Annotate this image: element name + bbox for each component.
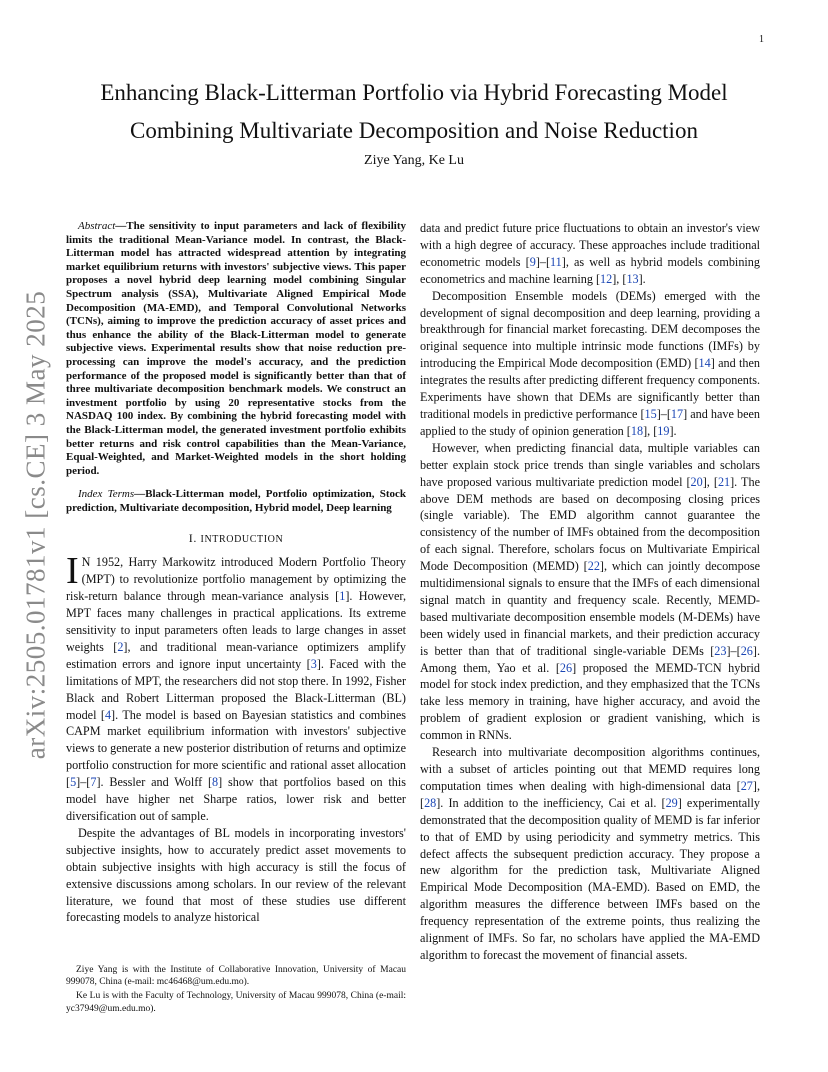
intro-paragraph-1-text: N 1952, Harry Markowitz introduced Modern Portfolio Theory (MPT) to revolutionize portfolio management by optimizing the risk-return balance through mean-variance analysis [1]. However, MPT faces many challenges in practical applications. Its extreme sensitivity to input parameters often leads to large changes in asset weights [2], and traditional mean-variance optimizers amplify estimation errors and ignore input uncertainty [3]. Faced with the limitations of MPT, the researchers did not stop there. In 1992, Fisher Black and Robert Litterman proposed the Black-Litterman (BL) model [4]. The model is based on Bayesian statistics and combines CAPM market equilibrium information with investors' subjective views to generate a new posterior distribution of returns and optimize portfolio construction for more scientific and rational asset allocation [5]–[7]. Bessler and Wolff [8] show that portfolios based on this model have higher net Sharpe ratios, lower risk and better diversification out of sample. bbox=[66, 555, 407, 823]
body-paragraph-1: data and predict future price fluctuations to obtain an investor's view with a high degree of accuracy. These approaches include traditional econometric models [9]–[11], as well as hybrid models combining econometrics and machine learning [12], [13]. bbox=[420, 221, 760, 286]
abstract-label: Abstract bbox=[78, 220, 116, 232]
arxiv-id: arXiv:2505.01781v1 [cs.CE] 3 May 2025 bbox=[20, 290, 51, 760]
page-number: 1 bbox=[759, 34, 764, 45]
body-paragraph-4: Research into multivariate decomposition algorithms continues, with a subset of articles pointing out that MEMD requires long computation times when dealing with high-dimensional data [27], [28]. In addition to the inefficiency, Cai et al. [29] experimentally demonstrated that the decomposition quality of MEMD is far inferior to that of EMD by using periodicity and symmetry metrics. This defect affects the subsequent prediction accuracy. They propose a new algorithm for the prediction task, Multivariate Aligned Empirical Mode Decomposition (MA-EMD). Based on EMD, the algorithm measures the difference between IMFs based on the frequency representation of the extreme points, thus realizing the alignment of IMFs. So far, no scholars have applied the MA-EMD algorithm to forecast the movement of financial assets. bbox=[420, 745, 761, 962]
body-paragraph-2: Decomposition Ensemble models (DEMs) emerged with the development of signal decomposition and deep learning, providing a breakthrough for financial market forecasting. DEM decomposes the original sequence into multiple intrinsic mode functions (IMFs) by introducing the Empirical Mode decomposition (EMD) [14] and then integrates the results after predicting different frequency components. Experiments have shown that DEMs are significantly better than traditional models in predictive performance [15]–[17] and have been applied to the study of opinion generation [18], [19]. bbox=[420, 288, 761, 438]
section-number: I. bbox=[188, 531, 201, 546]
body-paragraph-3: However, when predicting financial data, multiple variables can better explain stock price trends than single variables and scholars have proposed various multivariate prediction model [20], [21]. The above DEM methods are based on decomposing closing prices (single variable). The EMD algorithm cannot guarantee the consistency of the number of IMFs obtained from the decomposition of each signal. Therefore, scholars focus on Multivariate Empirical Mode Decomposition (MEMD) [22], which can jointly decompose multidimensional signals to ensure that the IMFs of each dimensional signal match in quantity and frequency scale. Recently, MEMD-based multivariate decomposition ensemble models (M-DEMs) have been widely used in financial markets, and their prediction accuracy is better than that of traditional single-variable DEMs [23]–[26]. Among them, Yao et al. [26] proposed the MEMD-TCN hybrid model for stock index prediction, and they emphasized that the TCNs take less memory in training, have higher accuracy, and avoid the problem of gradient explosion or gradient vanishing, which is common in RNNs. bbox=[420, 440, 760, 743]
intro-paragraph-1 bbox=[66, 550, 407, 825]
index-terms: Index Terms—Black-Litterman model, Portfolio optimization, Stock prediction, Multivariate decomposition, Hybrid model, Deep learning bbox=[66, 488, 406, 514]
section-title: INTRODUCTION bbox=[200, 534, 284, 546]
title-line-1: Enhancing Black-Litterman Portfolio via Hybrid Forecasting Model bbox=[100, 80, 728, 105]
paper-title bbox=[60, 74, 768, 150]
section-heading-introduction bbox=[66, 530, 406, 549]
footnotes bbox=[66, 964, 406, 1017]
drop-cap: I bbox=[66, 550, 79, 593]
right-column bbox=[420, 220, 760, 964]
author-list: Ziye Yang, Ke Lu bbox=[364, 153, 464, 168]
index-terms-text: Black-Litterman model, Portfolio optimization, Stock prediction, Multivariate decomposition, Hybrid model, Deep learning bbox=[66, 488, 406, 514]
arxiv-identifier-stamp bbox=[16, 290, 56, 760]
index-terms-label: Index Terms bbox=[78, 488, 135, 501]
abstract: Abstract—The sensitivity to input parameters and lack of flexibility limits the traditional Mean-Variance model. In contrast, the Black-Litterman model has attracted widespread attention by integrating market equilibrium returns with investors' subjective views. This paper proposes a novel hybrid deep learning model combining Singular Spectrum analysis (SSA), Multivariate Aligned Empirical Mode Decomposition (MA-EMD), and Temporal Convolutional Networks (TCNs), aiming to improve the prediction accuracy of asset prices and thus enhance the ability of the Black-Litterman model to generate subjective views. Experimental results show that noise reduction pre-processing can improve the model's accuracy, and the prediction performance of the proposed model is significantly better than that of three multivariate decomposition benchmark models. We construct an investment portfolio by using 20 representative stocks from the NASDAQ 100 index. By combining the hybrid forecasting model with the Black-Litterman model, the generated investment portfolio exhibits better returns and risk control capabilities than the Mean-Variance, Equal-Weighted, and Market-Weighted models in the short holding period. bbox=[66, 220, 406, 477]
intro-paragraph-2: Despite the advantages of BL models in incorporating investors' subjective insights, how to accurately predict asset movements to obtain subjective insights with high accuracy is still the focus of extensive discussions among scholars. In our review of the relevant literature, we found that most of these studies use different forecasting models to analyze historical bbox=[66, 825, 406, 925]
footnote-author-2: Ke Lu is with the Faculty of Technology, University of Macau 999078, China (e-mail: yc37949@um.edu.mo). bbox=[66, 991, 406, 1014]
footnote-author-1: Ziye Yang is with the Institute of Collaborative Innovation, University of Macau 999078, China (e-mail: mc46468@um.edu.mo). bbox=[66, 965, 406, 988]
title-line-2: Combining Multivariate Decomposition and Noise Reduction bbox=[130, 118, 698, 143]
left-column bbox=[66, 220, 406, 926]
abstract-text: The sensitivity to input parameters and lack of flexibility limits the traditional Mean-Variance model. In contrast, the Black-Litterman model has attracted widespread attention by integrating market equilibrium returns with investors' subjective views. This paper proposes a novel hybrid deep learning model combining Singular Spectrum analysis (SSA), Multivariate Aligned Empirical Mode Decomposition (MA-EMD), and Temporal Convolutional Networks (TCNs), aiming to improve the prediction accuracy of asset prices and thus enhance the ability of the Black-Litterman model to generate subjective views. Experimental results show that noise reduction pre-processing can improve the model's accuracy, and the prediction performance of the proposed model is significantly better than that of three multivariate decomposition benchmark models. We construct an investment portfolio by using 20 representative stocks from the NASDAQ 100 index. By combining the hybrid forecasting model with the Black-Litterman model, the generated investment portfolio exhibits better returns and risk control capabilities than the Mean-Variance, Equal-Weighted, and Market-Weighted models in the short holding period. bbox=[66, 220, 406, 477]
